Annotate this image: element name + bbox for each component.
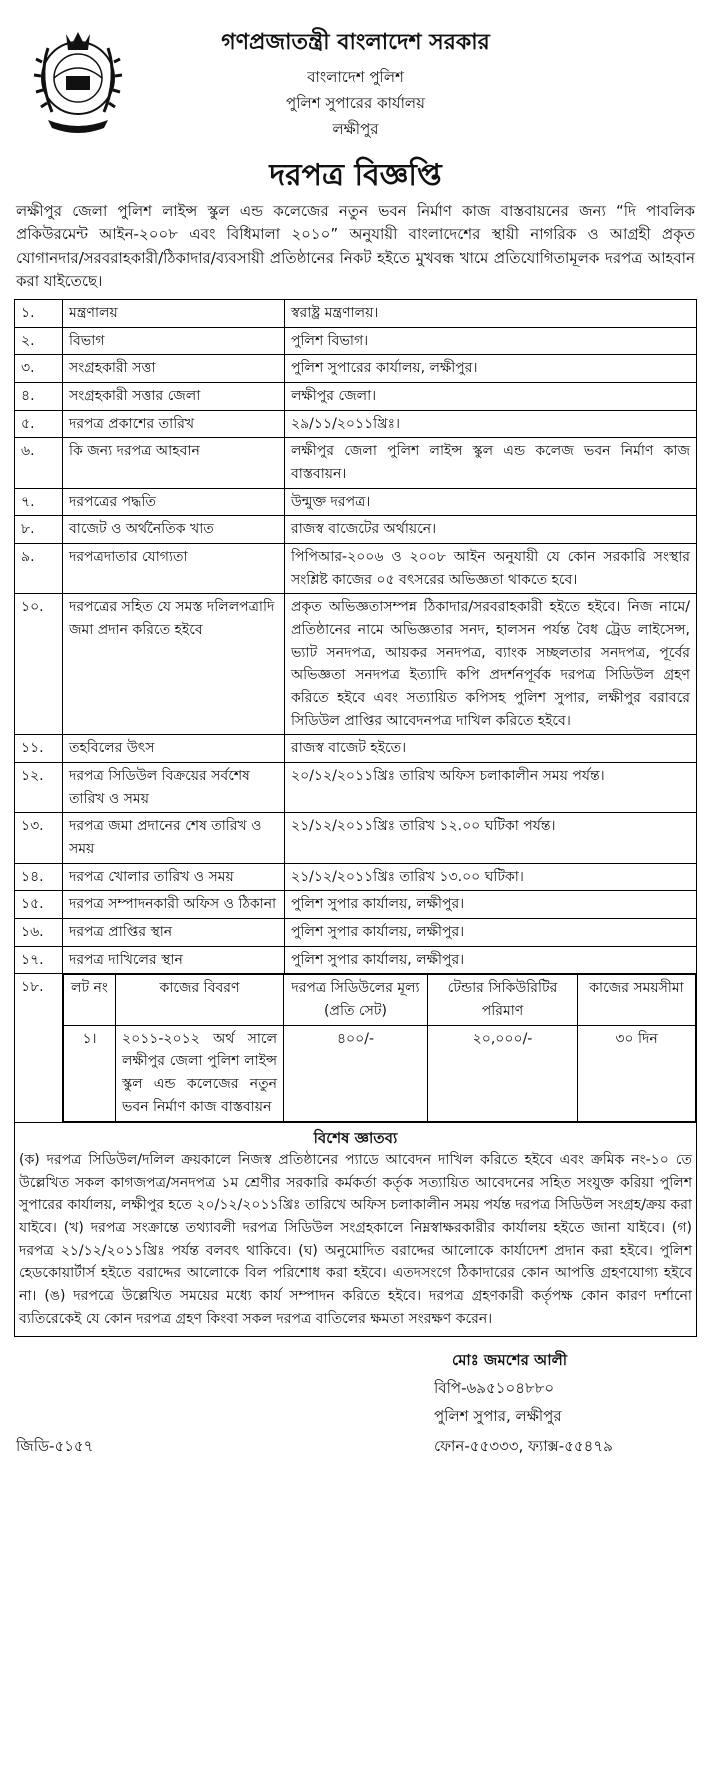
row-serial: ১৮. <box>15 974 63 1122</box>
lot-header-row <box>64 975 696 1025</box>
row-item: সংগ্রহকারী সত্তা <box>63 355 285 383</box>
district-name: লক্ষীপুর <box>332 120 379 138</box>
row-serial: ১২. <box>15 763 63 813</box>
notice-title: দরপত্র বিজ্ঞপ্তি <box>269 158 442 193</box>
table-row <box>15 516 697 544</box>
table-row <box>15 300 697 328</box>
row-item: দরপত্র সম্পাদনকারী অফিস ও ঠিকানা <box>63 891 285 919</box>
table-row <box>15 735 697 763</box>
row-value: ২১/১২/২০১১খ্রিঃ তারিখ ১৩.০০ ঘটিকা। <box>285 863 697 891</box>
row-serial: ১. <box>15 300 63 328</box>
table-row <box>15 863 697 891</box>
row-serial: ১৭. <box>15 946 63 974</box>
row-value: পুলিশ সুপার কার্যালয়, লক্ষীপুর। <box>285 919 697 947</box>
lot-description: ২০১১-২০১২ অর্থ সালে লক্ষীপুর জেলা পুলিশ লাইন্স স্কুল এন্ড কলেজের নতুন ভবন নির্মাণ কাজ বাস্তবায়ন <box>116 1025 284 1121</box>
table-row <box>15 544 697 594</box>
signature-block <box>14 1349 697 1499</box>
table-row <box>15 919 697 947</box>
row-value: লক্ষীপুর জেলা। <box>285 383 697 411</box>
office-name: পুলিশ সুপারের কার্যালয় <box>286 94 425 112</box>
header <box>14 8 697 158</box>
gd-code: জিডি-৫১৫৭ <box>16 1437 94 1456</box>
row-item: দরপত্রের পদ্ধতি <box>63 488 285 516</box>
lot-header-price: দরপত্র সিডিউলের মূল্য (প্রতি সেট) <box>284 975 428 1025</box>
lot-header-security: টেন্ডার সিকিউরিটির পরিমাণ <box>428 975 578 1025</box>
lot-table <box>63 974 696 1121</box>
table-row <box>15 946 697 974</box>
row-item: কি জন্য দরপত্র আহবান <box>63 438 285 488</box>
row-serial: ১৫. <box>15 891 63 919</box>
row-serial: ৫. <box>15 410 63 438</box>
row-serial: ২. <box>15 327 63 355</box>
lot-price: ৪০০/- <box>284 1025 428 1121</box>
notes-body: (ক) দরপত্র সিডিউল/দলিল ক্রয়কালে নিজস্ব প্রতিষ্ঠানের প্যাডে আবেদন দাখিল করিতে হইবে এবং ক্রমিক নং-১০ তে উল্লেখিত সকল কাগজপত্র/সনদপত্র ১ম শ্রেণীর সরকারি কর্মকর্তা কর্তৃক সত্যায়িত আবেদনের সহিত সংযুক্ত করিয়া পুলিশ সুপারের কার্যালয়, লক্ষীপুর হতে ২০/১২/২০১১খ্রিঃ তারিখে অফিস চলাকালীন সময় পর্যন্ত দরপত্র সিডিউল সংগ্রহ/ক্রয় করা যাইবে। (খ) দরপত্র সংক্রান্তে তথ্যাবলী দরপত্র সিডিউল সংগ্রহকালে নিম্নস্বাক্ষরকারীর কার্যালয় হইতে জানা যাইবে। (গ) দরপত্র ২১/১২/২০১১খ্রিঃ পর্যন্ত বলবৎ থাকিবে। (ঘ) অনুমোদিত বরাদ্দের আলোকে কার্যাদেশ প্রদান করা হইবে। পুলিশ হেডকোয়ার্টার্স হইতে বরাদ্দের আলোকে বিল পরিশোধ করা হইবে। এতদসংগে ঠিকাদারের কোন আপত্তি গ্রহণযোগ্য হইবে না। (ঙ) দরপত্রে উল্লেখিত সময়ের মধ্যে কার্য সম্পাদন করিতে হইবে। দরপত্র গ্রহণকারী কর্তৃপক্ষ কোন কারণ দর্শানো ব্যতিরেকেই যে কোন দরপত্র গ্রহণ কিংবা সকল দরপত্র বাতিলের ক্ষমতা সংরক্ষণ করেন। <box>19 1152 692 1327</box>
lot-no: ১। <box>64 1025 116 1121</box>
lot-row <box>64 1025 696 1121</box>
row-value: রাজস্ব বাজেটের অর্থায়নে। <box>285 516 697 544</box>
row-value: প্রকৃত অভিজ্ঞতাসম্পন্ন ঠিকাদার/সরবরাহকারী হইতে হইবে। নিজ নামে/প্রতিষ্ঠানের নামে অভিজ্ঞতার সনদ, হালসন পর্যন্ত বৈধ ট্রেড লাইসেন্স, ভ্যাট সনদপত্র, আয়কর সনদপত্র, ব্যাংক সচ্ছলতার সনদপত্র, পূর্বের অভিজ্ঞতা সনদপত্র ইত্যাদি কপি প্রদর্শনপূর্বক দরপত্র সিডিউল গ্রহণ করিতে হইবে এবং সত্যায়িত কপিসহ পুলিশ সুপার, লক্ষীপুর বরাবরে সিডিউল প্রাপ্তির আবেদনপত্র দাখিল করিতে হইবে। <box>285 594 697 735</box>
row-value: পুলিশ সুপার কার্যালয়, লক্ষীপুর। <box>285 946 697 974</box>
row-serial: ৪. <box>15 383 63 411</box>
row-value: ২০/১২/২০১১খ্রিঃ তারিখ অফিস চলাকালীন সময় পর্যন্ত। <box>285 763 697 813</box>
row-item: সংগ্রহকারী সত্তার জেলা <box>63 383 285 411</box>
lot-header-duration: কাজের সময়সীমা <box>578 975 696 1025</box>
lot-security: ২০,০০০/- <box>428 1025 578 1121</box>
lot-duration: ৩০ দিন <box>578 1025 696 1121</box>
table-row <box>15 813 697 863</box>
row-item: বিভাগ <box>63 327 285 355</box>
row-value: পুলিশ সুপার কার্যালয়, লক্ষীপুর। <box>285 891 697 919</box>
row-item: দরপত্র জমা প্রদানের শেষ তারিখ ও সময় <box>63 813 285 863</box>
row-serial: ৯. <box>15 544 63 594</box>
signatory-bp-number: বিপি-৬৯৫১০৪৮৮০ <box>434 1379 555 1398</box>
signatory-designation: পুলিশ সুপার, লক্ষীপুর <box>434 1407 562 1426</box>
row-serial: ১১. <box>15 735 63 763</box>
row-item: দরপত্র সিডিউল বিক্রয়ের সর্বশেষ তারিখ ও সময় <box>63 763 285 813</box>
table-row <box>15 355 697 383</box>
row-value: পিপিআর-২০০৬ ও ২০০৮ আইন অনুযায়ী যে কোন সরকারি সংস্থার সংশ্লিষ্ট কাজের ০৫ বৎসরের অভিজ্ঞতা থাকতে হবে। <box>285 544 697 594</box>
table-row <box>15 438 697 488</box>
table-row <box>15 891 697 919</box>
row-value: রাজস্ব বাজেট হইতে। <box>285 735 697 763</box>
row-value: ২১/১২/২০১১খ্রিঃ তারিখ ১২.০০ ঘটিকা পর্যন্ত। <box>285 813 697 863</box>
row-serial: ১৪. <box>15 863 63 891</box>
lot-header-description: কাজের বিবরণ <box>116 975 284 1025</box>
row-serial: ৭. <box>15 488 63 516</box>
notes-title: বিশেষ জ্ঞাতব্য <box>313 1128 398 1147</box>
row-serial: ১৩. <box>15 813 63 863</box>
government-name: গণপ্রজাতন্ত্রী বাংলাদেশ সরকার <box>221 30 490 55</box>
table-row <box>15 383 697 411</box>
tender-table <box>14 299 697 1123</box>
signatory-name: মোঃ জমশের আলী <box>452 1351 568 1370</box>
table-row <box>15 594 697 735</box>
table-row <box>15 327 697 355</box>
row-value: ২৯/১১/২০১১খ্রিঃ। <box>285 410 697 438</box>
row-serial: ১৬. <box>15 919 63 947</box>
table-row <box>15 488 697 516</box>
signatory-contact: ফোন-৫৫৩৩৩, ফ্যাক্স-৫৫৪৭৯ <box>434 1437 613 1456</box>
row-serial: ৩. <box>15 355 63 383</box>
lot-header-no: লট নং <box>64 975 116 1025</box>
intro-paragraph: লক্ষীপুর জেলা পুলিশ লাইন্স স্কুল এন্ড কলেজের নতুন ভবন নির্মাণ কাজ বাস্তবায়নের জন্য “দি পাবলিক প্রকিউরমেন্ট আইন-২০০৮ এবং বিধিমালা ২০১০” অনুযায়ী বাংলাদেশের স্থায়ী নাগরিক ও আগ্রহী প্রকৃত যোগানদার/সরবরাহকারী/ঠিকাদার/ব্যবসায়ী প্রতিষ্ঠানের নিকট হইতে মুখবন্ধ খামে প্রতিযোগিতামূলক দরপত্র আহবান করা যাইতেছে। <box>16 202 695 290</box>
table-row <box>15 763 697 813</box>
lot-table-cell <box>63 974 697 1122</box>
row-serial: ১০. <box>15 594 63 735</box>
row-value: লক্ষীপুর জেলা পুলিশ লাইন্স স্কুল এন্ড কলেজ ভবন নির্মাণ কাজ বাস্তবায়ন। <box>285 438 697 488</box>
row-value: পুলিশ সুপারের কার্যালয়, লক্ষীপুর। <box>285 355 697 383</box>
row-item: দরপত্র প্রাপ্তির স্থান <box>63 919 285 947</box>
table-row <box>15 410 697 438</box>
row-item: দরপত্রদাতার যোগ্যতা <box>63 544 285 594</box>
department-name: বাংলাদেশ পুলিশ <box>307 68 404 86</box>
row-item: বাজেট ও অর্থনৈতিক খাত <box>63 516 285 544</box>
special-notes <box>14 1123 697 1338</box>
row-value: উন্মুক্ত দরপত্র। <box>285 488 697 516</box>
table-row-18 <box>15 974 697 1122</box>
row-value: স্বরাষ্ট্র মন্ত্রণালয়। <box>285 300 697 328</box>
row-value: পুলিশ বিভাগ। <box>285 327 697 355</box>
row-item: দরপত্র দাখিলের স্থান <box>63 946 285 974</box>
row-item: দরপত্রের সহিত যে সমস্ত দলিলপত্রাদি জমা প্রদান করিতে হইবে <box>63 594 285 735</box>
row-item: দরপত্র খোলার তারিখ ও সময় <box>63 863 285 891</box>
row-serial: ৮. <box>15 516 63 544</box>
row-item: মন্ত্রণালয় <box>63 300 285 328</box>
row-serial: ৬. <box>15 438 63 488</box>
row-item: তহবিলের উৎস <box>63 735 285 763</box>
row-item: দরপত্র প্রকাশের তারিখ <box>63 410 285 438</box>
